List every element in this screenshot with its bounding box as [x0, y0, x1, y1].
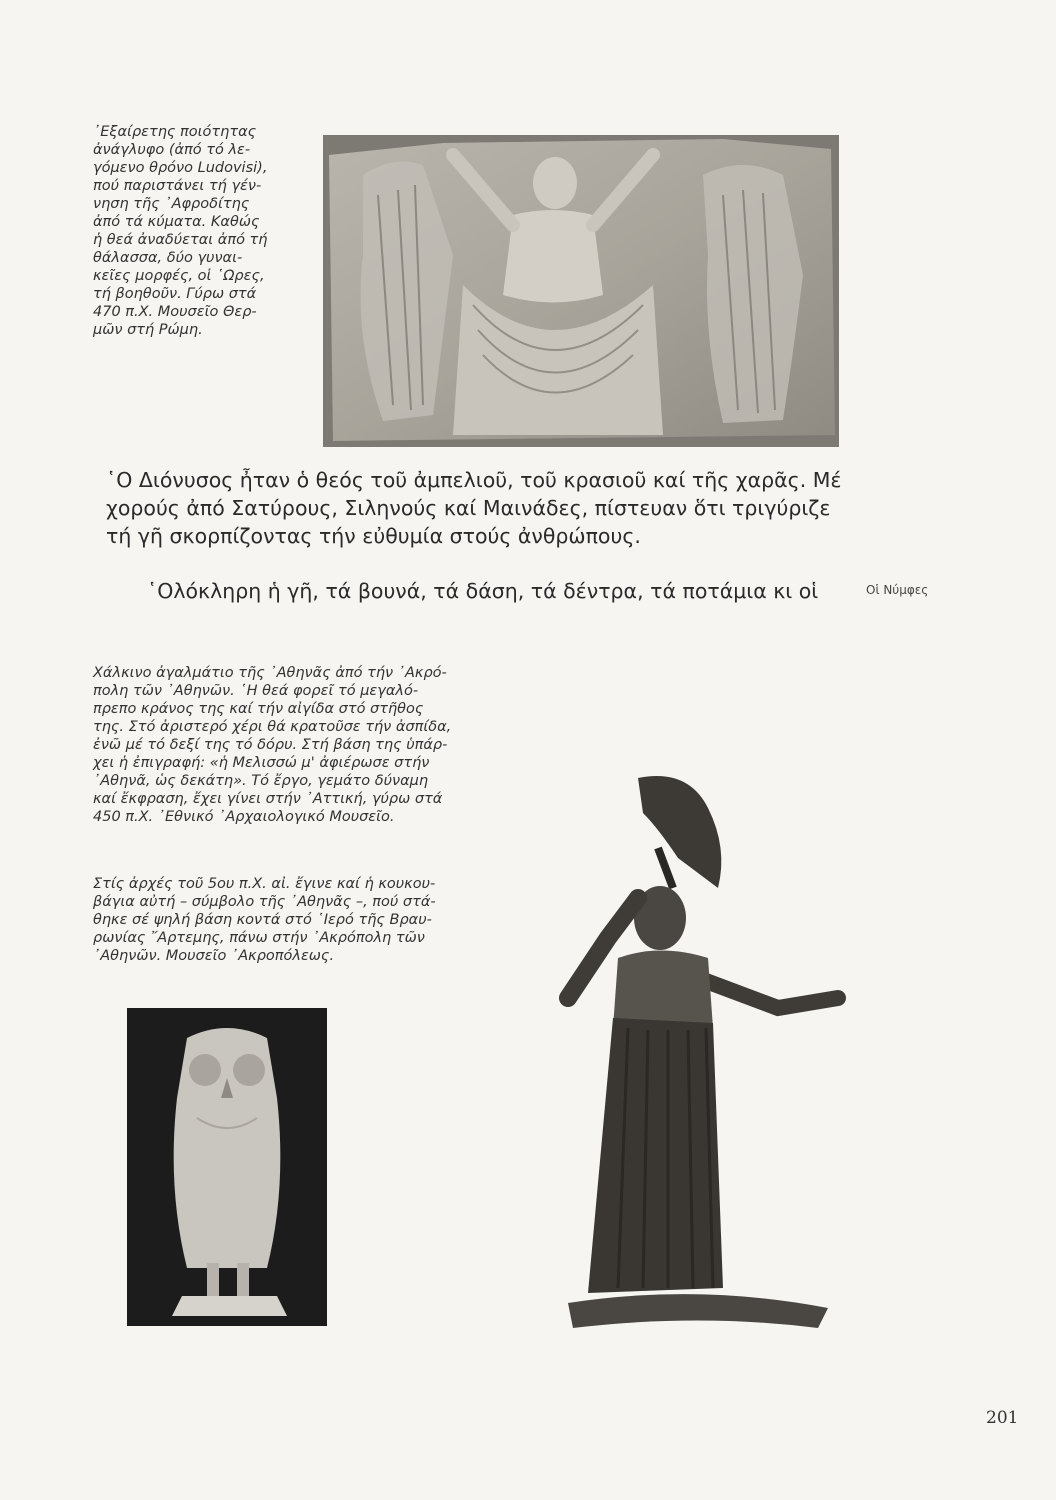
athena-statue-photo	[548, 768, 853, 1358]
owl-photo	[127, 1008, 327, 1326]
athena-caption: Χάλκινο ἀγαλμάτιο τῆς ᾿Αθηνᾶς ἀπό τήν ᾿Ακρό- πολη τῶν ᾿Αθηνῶν. ῾Η θεά φορεῖ τό μεγαλό- πρεπο κράνος της καί τήν αἰγίδα στό στῆθος της. Στό ἀριστερό χέρι θά κρατοῦσε τήν ἀσπίδα, ἐνῶ μέ τό δεξί της τό δόρυ. Στή βάση της ὑπάρ- χει ἡ ἐπιγραφή: «ἡ Μελισσώ μ' ἀφιέρωσε στήν ᾿Αθηνᾶ, ὡς δεκάτη». Τό ἔργο, γεμάτο δύναμη καί ἔκφραση, ἔχει γίνει στήν ᾿Αττική, γύρω στά 450 π.Χ. ᾿Εθνικό ᾿Αρχαιολογικό Μουσεῖο.	[93, 665, 452, 825]
margin-note: Οἱ Νύμφες	[866, 583, 929, 597]
body-paragraph-nymphs: ῾Ολόκληρη ἡ γῆ, τά βουνά, τά δάση, τά δέντρα, τά ποτάμια κι οἱ	[147, 579, 819, 603]
body-paragraph-dionysus: ῾Ο Διόνυσος ἦταν ὁ θεός τοῦ ἀμπελιοῦ, τοῦ κρασιοῦ καί τῆς χαρᾶς. Μέ χορούς ἀπό Σατύρους, Σιληνούς καί Μαινάδες, πίστευαν ὅτι τριγύριζε τή γῆ σκορπίζοντας τήν εὐθυμία στούς ἀνθρώπους.	[106, 468, 842, 548]
relief-caption: ᾿Εξαίρετης ποιότητας ἀνάγλυφο (ἀπό τό λε- γόμενο θρόνο Ludovisi), πού παριστάνει τή γέν- νηση τῆς ᾿Αφροδίτης ἀπό τά κύματα. Καθώς ἡ θεά ἀναδύεται ἀπό τή θάλασσα, δύο γυναι- κεῖες μορφές, οἱ ῾Ωρες, τή βοηθοῦν. Γύρω στά 470 π.Χ. Μουσεῖο Θερ- μῶν στή Ρώμη.	[93, 124, 268, 338]
relief-photo	[323, 135, 839, 447]
owl-caption: Στίς ἀρχές τοῦ 5ου π.Χ. αἰ. ἔγινε καί ἡ κουκου- βάγια αὐτή – σύμβολο τῆς ᾿Αθηνᾶς –, πού στά- θηκε σέ ψηλή βάση κοντά στό ῾Ιερό τῆς Βραυ- ρωνίας ῎Αρτεμης, πάνω στήν ᾿Ακρόπολη τῶν ᾿Αθηνῶν. Μουσεῖο ᾿Ακροπόλεως.	[93, 876, 436, 964]
page-number: 201	[986, 1408, 1019, 1428]
